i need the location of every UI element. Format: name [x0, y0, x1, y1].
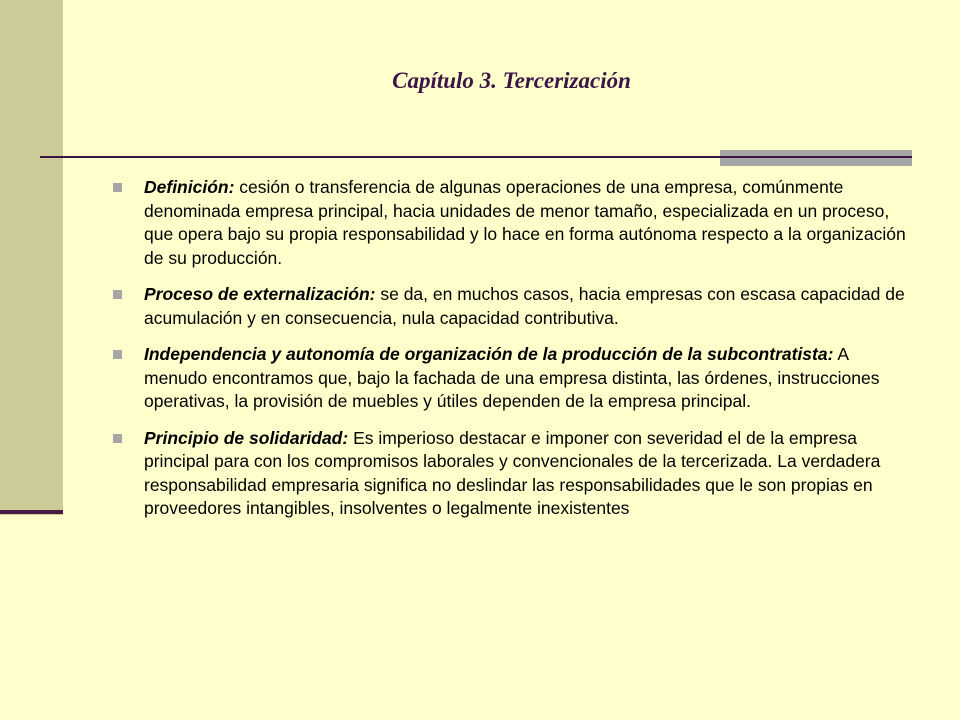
left-decorative-band	[0, 0, 63, 515]
bullet-term: Principio de solidaridad:	[144, 427, 349, 448]
slide-title: Capítulo 3. Tercerización	[392, 68, 631, 93]
bullet-list	[113, 176, 913, 534]
left-band-underline	[0, 510, 63, 514]
square-bullet-icon	[113, 183, 122, 192]
bullet-term: Definición:	[144, 177, 235, 197]
bullet-item-proceso	[113, 283, 913, 330]
bullet-text: cesión o transferencia de algunas operaciones de una empresa, comúnmente denominada empresa principal, hacia unidades de menor tamaño, especializada en un proceso, que opera bajo su propia responsabilidad y lo hace en forma autónoma respecto a la organización de su producción.	[144, 177, 906, 268]
bullet-term: Proceso de externalización:	[144, 284, 376, 304]
bullet-text: Es imperioso destacar e imponer con severidad el de la empresa principal para con los compromisos laborales y convencionales de la tercerizada. La verdadera responsabilidad empresaria significa no deslindar las responsabilidades que le son propias en proveedores intangibles, insolventes o legalmente inexistentes	[144, 427, 881, 518]
bullet-text: A menudo encontramos que, bajo la fachada de una empresa distinta, las órdenes, instrucciones operativas, la provisión de muebles y útiles dependen de la empresa principal.	[144, 344, 880, 411]
bullet-item-definicion	[113, 176, 913, 270]
square-bullet-icon	[113, 290, 122, 299]
bullet-text: se da, en muchos casos, hacia empresas con escasa capacidad de acumulación y en consecuencia, nula capacidad contributiva.	[144, 284, 905, 328]
title-rule-accent-line	[720, 156, 912, 158]
bullet-item-solidaridad	[113, 427, 913, 521]
bullet-item-independencia	[113, 343, 913, 414]
bullet-term: Independencia y autonomía de organización de la producción de la subcontratista:	[144, 344, 834, 364]
square-bullet-icon	[113, 350, 122, 359]
square-bullet-icon	[113, 434, 122, 443]
title-rule-accent	[720, 150, 912, 166]
